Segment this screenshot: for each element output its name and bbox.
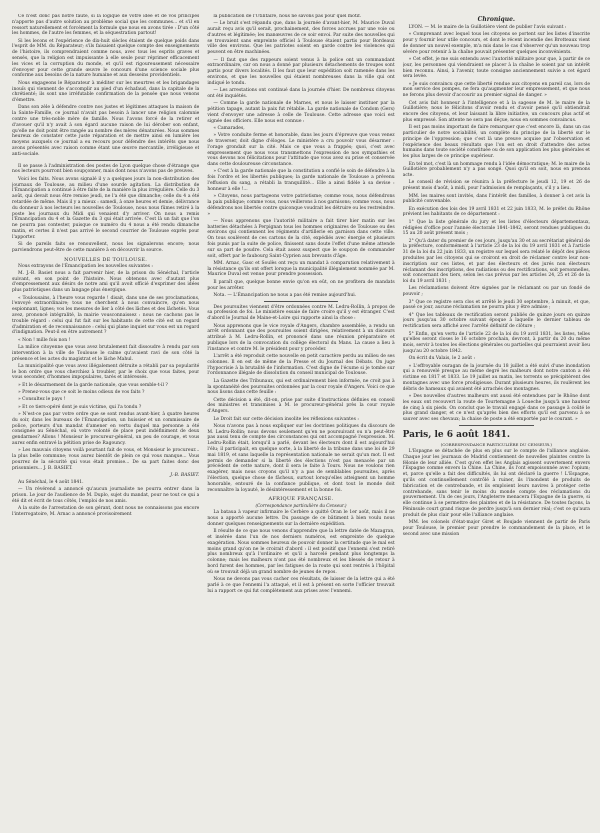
paragraph: 3° Que ce registre sera clos et arrêté le jeudi 30 septembre, à minuit, et que, passé ce jour, aucune réclamation ne pourra plus y être admise ; bbox=[402, 299, 590, 311]
paragraph: » Prenez-vous que ce soit le moins odieux de vos faits ? bbox=[18, 390, 145, 396]
paragraph: Si les lecons et l'expérience de dix-huit siècles étaient de quelque poids dans l'esprit de MM. du Réparateur; s'ils faisaient quelque compte des enseignements de l'histoire, ils comprendraient comme nous, avec tous les esprits graves et sensés, que la religion est impuissante à elle seule pour réprimer efficacement les vices et la corruption du monde, et qu'il est rigoureusement nécessaire d'envoyer pour cette grande œuvre le concours d'une science sociale plus conforme aux besoins de la nature humaine et aux desseins providentiels. bbox=[12, 38, 200, 79]
paragraph: Nous ne devons pas vous cacher ces résultats, de laisser de la lettre qui a été parlé à ce que l'ennemi l'a attaqué, et il est à présent en sorte l'officier trouvait lui a rapport ce qui fut complètement aux prises avec l'ennemi. bbox=[207, 577, 395, 594]
paragraph: En exécution des lois des 19 avril 1831 et 22 juin 1833, M. le préfet du Rhône prévient les habitants de ce département : bbox=[402, 206, 590, 218]
paragraph: » C'est à la garde nationale que la constitution a confié le soin de défendre à la fois l'ordre et les libertés publiques; la garde nationale de Toulouse a prévenu l'effusion du sang, a rétabli la tranquillité... Elle a ainsi fidèle à sa devise : honneur à elle !... bbox=[207, 169, 395, 192]
dateline-subheading: (CORRESPONDANCE PARTICULIÈRE DU CENSEUR.) bbox=[440, 442, 552, 447]
paragraph: Nota. — L'Émancipation ne nous a pas été remise aujourd'hui. bbox=[213, 292, 357, 298]
paragraph: M. J.-B. Basiet nous a fait parvenir hier, de la prison du Sénéchal, l'article suivant, en son point de l'histoire. Nous obtenons avec d'autant plus d'empressement aux désirs de notre ami qu'il avoit officié d'exprimer des idées plus patriotiques dans un langage plus énergique. bbox=[12, 270, 200, 294]
paragraph: » Cet effet, je me suis entendu avec l'autorité militaire pour que, à partir de ce jour, les personnes qui viendraient se placer à la chaîne le soient par un intérêt bien reconnu. Ainsi, à l'avenir, toute consigne anciennement suivie a cet égard sera levée. bbox=[402, 56, 590, 80]
paragraph: Voici les faits. Nous avons signalé il y a quelques jours la non-distribution des journaux de Toulouse, au milieu d'une sourde agitation. La distribution de l'Émancipation a continué à être faite de la manière la plus irrégulière. Celle du 3 août, qui devait nous être remise jeudi, ne l'a été que dimanche; celle du 4 a été retardée de même. Mais il y a mieux : samedi, à onze heures et demie, délivrance du donneur à nos lecteurs les nouvelles de Toulouse, nous nous fûmes retiré à la poste les journaux du Midi qui venaient d'y arriver. On nous a remis l'Émancipation du 4 et la Gazette du 3 qui était arrivée. C'est là un fait que l'on ne pourra pas contester, puisque ce numéro du 4 nous a été rendu dimanche matin, et certes il n'est pas arrivé le second courrier de Toulouse exprès pour l'apporter. bbox=[12, 176, 200, 240]
paragraph: — Nous apprenons que l'autorité militaire a fait tirer hier matin sur les batteries détachées à Perpignan tous les hommes originaires de Toulouse ou des environs qui contiennent les régiments d'artillerie en garnison dans cette ville. On tous soulèvent de ces cartons de la cité, expédiés avec énergie et plusieurs fois punis par la suite de police, finissent sans doute l'effet d'une même attende sur sa part de poudre. Cela était assez suspect que le soupçon de commander soit, offert par le faubourg Saint-Cyprien aux brevants d'âge. bbox=[207, 218, 395, 259]
paragraph: Des poursuites viennent d'être ordonnées contre M. Ledru-Rollin, à propos de sa profession de foi. Le ministère essaie de faire croire qu'il y est étranger. C'est d'abord le Journal de Maine-et-Loire qui rapporte ainsi la chose : bbox=[207, 304, 395, 322]
column-1 bbox=[12, 14, 199, 827]
paragraph: « L'effroyable ouragan de la journée du 18 juillet a été suivi d'une inondation qui a renouvelé presque au même degré les malheurs dont notre canton a été victime en 1817 et 1833. Le 19 juillet au matin, les torrents se précipitèrent des montagnes avec une force prodigieuse. Durant plusieurs heures, ils roulèrent les débris de hameaux qui avaient été arrachés des montagnes. bbox=[402, 363, 590, 392]
paragraph: En tel mot, c'est là un hommage rendu à l'idée démocratique; M. le maire de la Guillotière probablement n'y a pas songé. Quoi qu'il en soit, nous en prenons acte. bbox=[402, 161, 590, 179]
paragraph: L'arrêt a été reproduit cette nouvelle en petit caractère perdu au milieu de ses colonnes. Il en est de même de la Presse et du Journal des Débats. On juge l'hypocrisie à la brutalité de l'information. C'est digne de l'écume si je tombe sur l'ordonnance illégale de dissolution du conseil municipal de Toulouse. bbox=[207, 354, 395, 377]
paragraph: La milice citoyenne que vous avez brutalement fait dissoudre à rendu par son intervention à la ville de Toulouse le calme qu'avaient ravi de son côté la présence et les actes du magistrat et le lâche Mahul. bbox=[12, 344, 200, 362]
paragraph: » Des nouvelles d'autres malheurs ont aussi été entendues par le Rhône dont les eaux ont recouvert la route de Tourtemagne à Loueche jusqu'à une hauteur de cinq à six pieds. On conclut que le travail engagé dans ce passage à coûté le plus grand danger, et ce n'est qu'après bien des efforts qu'il est parvenu à se sauver avec ses chevaux; la chaise de poste a été emportée par le courant. » bbox=[402, 394, 590, 423]
paragraph: » Je suis convaincu que cette liberté rendue aux citoyens en pareil cas, lors de mon service des pompes, ne fera qu'augmenter leur empressement, et que nous ne ferons plus devoir d'accourir au premier signal de danger. » bbox=[402, 81, 590, 99]
paragraph: Nous engageons le Réparateur à méditer sur les meurtres et les brigandages inouïs qui viennent de s'accomplir au pied d'un échafaud, dans la capitale de la chrétienté; ils sont une irréfutable confirmation de la pensée que nous venons d'émettre. bbox=[12, 80, 200, 104]
paragraph: Nous apprenons que le vice royale d'Angers, chambre assemblée, a rendu un arrêt ordonnant que des poursuites soient dirigées, relativement à un discours attribué à M. Ledru-Rollin, et prononcé dans une réunion préparatoire et publique lors de la convocation du collège électoral du Mans. La cause a lieu à l'instance et contre M. le président pour y procéder. bbox=[207, 323, 395, 352]
paragraph: Nous extrayons de l'Émancipation les nouvelles suivantes : bbox=[18, 263, 153, 269]
columns bbox=[12, 14, 590, 827]
paragraph: Dans son zèle à défendre contre nos justes et légitimes attaques la maison de la Sainte-Famille, ce journal n'avait pas besoin à lancer une religion calomnie contre une très-noble mère de famille. Nous l'avons forcé de la retirer et d'avouer qu'il n'y avait à son égard aucune raison de lui dérober son enfant, qu'elle ne doit point être rangée au nombre des mères dénaturées. Nous sommes heureux de constater cette juste réparation et de mettre ainsi en lumière les moyens auxquels ce journal a eu recours pour défendre des intérêts que nous avons présentés avec raison comme étant une œuvre mercantile, irréligieuse et anti-sociale. bbox=[12, 105, 200, 157]
paragraph: Il paraît que, quelque bonne envie qu'on en eût, on ne profitera de mandats pour les arrêter. bbox=[207, 279, 395, 291]
paragraph: Il se passe à l'administration des postes de Lyon quelque chose d'étrange que nos lecteurs pourront bien soupçonner, mais dont nous n'avons pas de preuves. bbox=[12, 163, 200, 175]
divider bbox=[68, 160, 143, 161]
paragraph: Le conseil de révision se réunira à la préfecture le jeudi 12, 19 et 26 de présent mois d'août, à midi, pour l'admission de remplaçants, s'il y a lieu. bbox=[402, 180, 590, 192]
paragraph: On écrit du Valais, le 2 août : bbox=[408, 356, 476, 362]
paragraph: » N'est-ce pas par votre ordre que se sont rendus avant-hier, à quatre heures du soir, dans les bureaux de l'Émancipation, un huissier et un commissaire de police, porteurs d'un mandat d'amener en vertu duquel ma personne a été consignée au Sénéchal, où votre volonté de place peut indéfiniment de deux gendarmes? Allons ! Monsieur le procureur-général, un peu de courage, et vous aurez enfin entravé la pétition prise de Ragouncy. bbox=[12, 411, 200, 446]
paragraph: » Les mauvais citoyens voilà pourtant fait de vous, et Monsieur le procureur... la plus belle commune; vous aurez bientôt de plein ce qui vous manque... Vous pourrez de la sécurité qui vous était promise... De sa part faites donc des prisonniers... J. B. BASIET. bbox=[12, 448, 200, 471]
column-2 bbox=[207, 14, 394, 827]
paragraph: La bataua à vapeur infirmaire le Cerbère a quitté Oran le 1er août, mais il ne nous a apporté aucune lettre. Du passage de ce bâtiment à bien voulu nous donner quelques renseignements sur la dernière expédition. bbox=[207, 510, 395, 527]
dateline-heading: Paris, le 6 août 1841. bbox=[402, 430, 511, 440]
paragraph: » Et ce tiers-opéré dont je suis victime, qui l'a tondu ? bbox=[18, 404, 142, 410]
divider bbox=[264, 301, 339, 302]
paragraph: — Il faut que des rappeurs soient venus à la police ont un commandant extraordinaire, car on nous a donné par plusieurs détachements de troupes sont partis pour divers localités. Il les faut que leur expédition soit ramenée dans les environs, et que les nouvelles qui étaient nombreuses dans la ville qui ont indiqué le tondu. bbox=[207, 57, 395, 86]
paragraph: La municipalité que vous avez illégalement détruite a rétabli par sa popularité le bon ordre que vous cherchiez à troubler, par le choix que vous faites, pour vous seconder, d'hommes impopulaires, tarés et intéressés. bbox=[12, 363, 200, 381]
divider bbox=[459, 425, 534, 426]
paragraph: Il est pas moins important de faire remarquer que c'est encore là, dans un cas particulier de notre sociabilité, un complète du principe de la liberté sur le principe de l'oppression; que c'est là une preuve acquise par l'observation et l'expérience des beaux résultats que l'on est en droit d'attendre des actes humains dans toute société constituée ou de son application les plus générales et les plus larges de ce principe supérieur. bbox=[402, 125, 590, 160]
paragraph: LYON. — M. le maire de la Guillotière vient de publier l'avis suivant : bbox=[408, 25, 567, 30]
paragraph: Le Droit fait sur cette décision insolite les réflexions suivantes : bbox=[213, 416, 359, 422]
paragraph: Ce n'est donc pas notre faute, si la logique de votre idée et de vos principes n'apporte pas d'autre solution au problème social que les communes... et s'il en ressort naturellement et forcément la formule que nous en avons tirée : D'un côté les hommes, de l'autre les femmes, et la séquestration partout! bbox=[12, 14, 200, 37]
chronique-heading: Chronique. bbox=[477, 16, 516, 23]
paragraph: Les réclamations doivent être signées par le réclamant ou par un fondé de pouvoir ; bbox=[402, 286, 590, 298]
paragraph: MM. Arnac, Gasc et Soulès ont reçu un mandat à comparution relativement à la résistance qu'ils ont offert lorsque la municipalité illégalement nommée par M. Maurice Duval est venue pour prendre possession. bbox=[207, 260, 395, 278]
paragraph: 4° Que les tableaux de rectification seront publiés de quinze jours en quinze jours jusqu'au 30 octobre suivant époque à laquelle le dernier tableau de rectification sera affiché avec l'arrêté définitif de clôture ; bbox=[402, 312, 590, 330]
section-heading: AFRIQUE FRANÇAISE. bbox=[268, 496, 334, 503]
paragraph: La Gazette des Tribunaux, qui est ordinairement bien informée, ne croit pas à la spontanéité des poursuites ordonnées par la cour royale d'Angers. Voici ce que nous lisons dans cette feuille : bbox=[207, 378, 395, 396]
paragraph: « Non ! mille fois non ! bbox=[18, 337, 71, 343]
signature: J.-B. BASIET. bbox=[170, 472, 200, 478]
paragraph: — Un révérend a annoncé qu'aucun journaliste ne pourra entrer dans la prison. Le jour de l'audience de M. Duplo, sujet du mandat, pour ne tout ce qui a été dit et écrit de tous côtés, l'emploi de nos amis. bbox=[12, 487, 200, 505]
paragraph: MM. les maires sont invités, dans l'intérêt des familles, à donner à cet avis la publicité convenable. bbox=[402, 193, 590, 205]
paragraph: 5° Enfin, qu'en vertu de l'article 22 de la loi du 19 avril 1831, les listes, telles qu'elles seront closes le 16 octobre prochain, devront, à partir du 20 du même mois, servir à toutes les élections générales ou partielles qui pourraient avoir lieu jusqu'au 20 octobre 1842. bbox=[402, 331, 590, 354]
paragraph: « Camarades, bbox=[213, 125, 245, 131]
paragraph: » Citoyens, nous partageons votre patriotisme; comme vous, nous défendrons la paix publique; comme vous, nous veillerons à nos garnisons; comme vous, nous défendrons nos libertés contre quiconque voudrait les détruire ou les restreindre. » bbox=[207, 194, 395, 217]
paragraph: » Et le désarmement de la garde nationale, que vous semble-t-il ? bbox=[18, 382, 168, 388]
paragraph: L'Espagne se détachée de plus en plus sur le compte de l'alliance anglaise. Chaque jour les journaux de Madrid contiennent de nouvelles plaintes contre la félonie de leur alliée. C'est qu'en effet les Anglais agissent ouvertement envers l'Espagne comme envers la Chine. La Chine, ils l'ont empoisonnée avec l'opium; et, parce qu'elle a fait des difficultés, ils lui ont déclaré la guerre ! L'Espagne, qu'ils ont continuellement contrôlé à ruiner, ils l'inondent de produits de fabrication et de contrebande, et ils emploient leurs navires à protéger cette contrebande, sans tenir le moins du monde compte des réclamations du gouvernement. Un de ces jours, l'Angleterre menacera l'Espagne de la guerre, si elle continue à se permettre des plaintes et de la résistance. De toutes façons, la Péninsule court grand risque de perdre jusqu'à son dernier réal; c'est ce qu'aura produit de plus clair pour elle l'alliance anglaise. bbox=[402, 449, 590, 518]
section-subheading: (Correspondance particulière du Censeur.) bbox=[255, 503, 347, 509]
paragraph: Nous n'avons pas à nous expliquer sur les doctrines politiques du discours de M. Ledru-Rollin; nous devons seulement qu'en ne poursuivant ou n'a peut-être pas aussi tenu de compte des circonstances qui ont accompagné l'expression. M. Ledru-Rollin était, lorsqu'il a parlé, devant les électeurs dont il est aujourd'hui l'élu; il participait, en quelque sorte, à la liberté de la tribune dans une loi de 29 mai 1819, et sans laquelle la représentation nationale ne serait qu'un mot. Il est permis de demander si la liberté des élections n'est pas menacée par un précédent de cette nature, dont il sera le faite à Tours. Nous ne voulons rien exagérer, mais nous croyons qu'il n'y a pas de semblables poursuites, après l'élection, quelque chose de fâcheux, surtout lorsqu'elles atteignent un homme honorable, entouré de la confiance publique, et dont tout le monde doit reconnaître la loyauté, le désintéressement et la bonne foi. bbox=[207, 423, 395, 493]
paragraph: Il résulte de ce que nous venons d'apprendre que la lettre datée de Mazagran, et insérée dans l'un de nos derniers numéros, est empreinte de quelque exagération. Nous sommes heureux de pouvoir donner la certitude que le mal est moins grand qu'on ne le croirait d'abord : il est positif que l'ennemi s'est retiré plus nombreux qu'à l'ordinaire et qu'il a harcelé pendant plus longtemps la colonne; mais les malheurs n'ont pas été nombreux et les blessés de retour à bord furent des hommes, par les fatigues de la route qui sont rentrés à l'hôpital où se trouvait déjà un grand nombre de jeunes de repos. bbox=[207, 529, 395, 575]
paragraph: — Comme la garde nationale de Marnes, et nous le laisser instituer par la pétition tapage, autant la paix fut rétablie. La garde nationale de Condom (Gers) vient d'envoyer une adresse à celle de Toulouse. Cette adresse que voici est signée des officiers. Elle nous est connue : bbox=[207, 101, 395, 124]
paragraph: » Consultez le pays ! bbox=[18, 397, 66, 403]
paragraph: — Le bruit s'est répandu que, dans la journée d'avant-hier, M. Maurice Duval aurait reçu avis qu'il serait, prochainement, des forces accrues par une voie ou d'autres et légitimée; les manœuvres de ce soir envoi. Par suite des nouvelles qui se trouvaient sans empreinte officiel à Toulouse étaient partis pour Bordeaux ville des environs. Que les patriotes soient en garde contre les violences qui peuvent en être machinées. bbox=[207, 21, 395, 56]
paragraph: » Votre conduite ferme et honorable, dans les jours d'épreuve que vous venez de traverser, doit digne d'éloges. Le ministère a cru pouvoir vous désarmer : l'orage grondait sur la cité. Mais ce que vous a frappés; quoi, c'est avec empressement que nous vous transmettons l'expression de nos sympathies et vous devons nos félicitations pour l'attitude que vous avez su prise et conservée dans cette douloureuse circonstance. bbox=[207, 133, 395, 168]
paragraph: — Les arrestations ont continué dans la journée d'hier. De nombreux citoyens ont été inquiétés. bbox=[207, 88, 395, 99]
section-heading: NOUVELLES DE TOULOUSE. bbox=[64, 256, 148, 263]
paragraph: 2° Qu'à dater du premier de ces jours, jusqu'au 30 et au secrétariat général de la préfecture, conformément à l'article 23 de la loi du 19 avril 1831 et à l'article 31 de la loi du 22 juin 1833, un registre sur lequel sera relaté le dépôt des pièces produites par les citoyens qui se croiront en droit de réclamer contre leur non-inscription sur ces listes, et par des électeurs et des jurés non électeurs réclamant des inscriptions, des radiations ou des rectifications, soit personnelles, soit concernant des tiers, selon les cas prévus par les articles 24, 25 et 26 de la loi du 19 avril 1831 ; bbox=[402, 238, 590, 285]
paragraph: MM. les colonels d'état-major Giret et Boujade viennent de partir de Paris pour Toulouse, le premier pour prendre le commandement de la place, et le second avec une mission bbox=[402, 520, 590, 537]
paragraph: Si de pareils faits se renouvellent, nous les signalerons encore; nous parviendrons peut-être de cette manière à en découvrir la source. bbox=[12, 241, 200, 253]
paragraph: A la suite de l'arrestation de son gérant, dont nous ne connaissons pas encore l'interrogatoire, M. Arnac a annoncé provisoirement bbox=[12, 506, 200, 518]
paragraph: 1° Que la liste générale du jury et les listes d'électeurs départementaux, rédigées d'office pour l'année électorale 1841-1842, seront rendues publiques du 15 au 20 août présent mois ; bbox=[402, 219, 590, 237]
paragraph: « Toulousains, à l'heure vous regarde ! disait, dans une de ses proclamations, l'envoyé extraordinaire; tous ne cherchent à nous convaincre, qu'en nous espionnant, lignes; vos les mesures de lier à côté des lâches et des lâchetés. Vous avez, prononcé intégralité, la mairie vousconnaissez : nous ne cachons pas le trouble régard : celui qui fut fait sur les habitants de cette cité est un regard d'admiration et de reconnaissance : celui qui plane inquiet sur vous est un regard d'indignation. Peut-il en être autrement ? bbox=[12, 295, 200, 336]
paragraph: « Comprenant avec lequel tous les citoyens se portent sur les listes d'inscrite pour y fournir leur utile concours, et dont le récent incendie des Brotteaux vient de donner un nouvel exemple, m'a mis dans le cas d'observer qu'un nouveau trop sévère pour retenir à la chaîne pouvait présenter quelques inconvénients. bbox=[402, 32, 590, 55]
paragraph: Cet avis fait honneur à l'intelligence et à la sagesse de M. le maire de la Guillotière; nous le félicitons d'avoir rendu et d'avoir pensé qu'il obtiendrait encore des citoyens, et leur laissant la libre initiative, un concours plus actif et plus empressé. Son attente ne sera pas déçue, nous en sommes convaincus. bbox=[402, 100, 590, 123]
paragraph: Au Sénéchal, le 4 août 1841. bbox=[18, 480, 84, 486]
paragraph: la publication de l'Utilitaire, nous ne savons pas pour quel motif. bbox=[213, 14, 362, 19]
paragraph: Cette décision a été, dit-on, prise par suite d'instructions définies en conseil des ministres et transmises à M. le procureur-général près la cour royale d'Angers. bbox=[207, 397, 395, 415]
column-3 bbox=[403, 14, 590, 827]
